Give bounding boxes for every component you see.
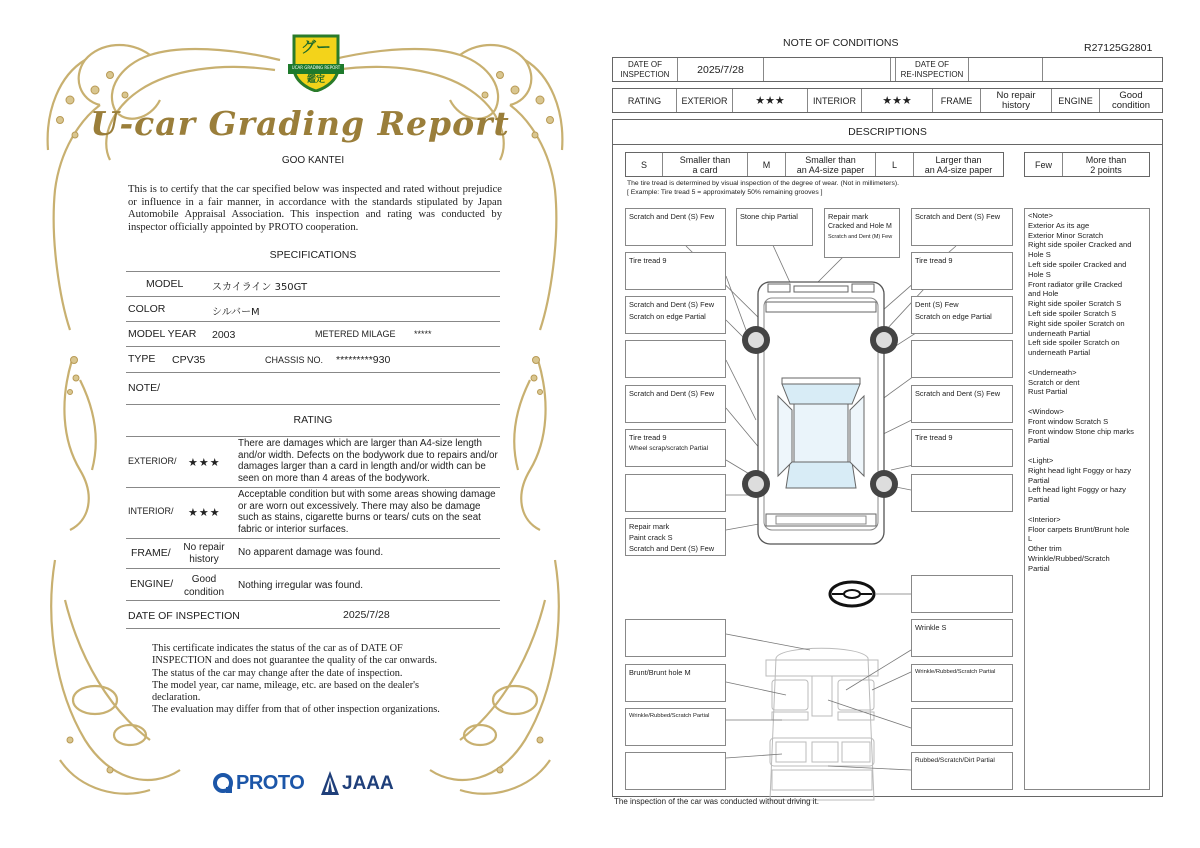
proto-logo-text: PROTO (236, 772, 305, 794)
condition-box (824, 208, 900, 258)
engine-value-1: Good (191, 574, 217, 585)
interior-label: INTERIOR/ (128, 506, 174, 516)
note-line: Other trim (1028, 544, 1062, 554)
note-line: Front window Stone chip marks (1028, 426, 1134, 436)
tire-note-1: The tire tread is determined by visual inspection of the degree of wear. (Not in millimeters). (627, 180, 899, 187)
note-line: Partial (1028, 436, 1050, 446)
condition-box (911, 752, 1013, 790)
doi-label-line: INSPECTION (620, 69, 670, 79)
condition-box (625, 385, 726, 423)
condition-text: Tire tread 9 (629, 433, 667, 442)
exterior-stars: ★★★ (733, 89, 808, 112)
exterior-label: EXTERIOR/ (128, 456, 177, 466)
note-line: Right side spoiler Cracked and (1028, 240, 1132, 250)
note-line: Hole S (1028, 269, 1051, 279)
mileage-label: METERED MILAGE (315, 329, 396, 339)
note-line: Left side spoiler Scratch S (1028, 308, 1117, 318)
interior-description: Acceptable condition but with some areas showing damage or are worn out excessively. There may also be damage such as stains, cigarette burns or tears/ cuts on the seat fabric or interior surfaces. (238, 489, 496, 535)
report-number: R27125G2801 (1084, 42, 1153, 54)
mileage-value: ***** (414, 329, 432, 339)
certificate-text: This is to certify that the car specified below was inspected and rated without prejudice or influence in a fair manner, in accordance with the standards stipulated by Japan Automobile Appraisal Association. This inspection and rating was conducted by inspector officially appointed by PROTO cooperation. (128, 184, 502, 233)
condition-text: Scratch and Dent (S) Few (915, 212, 1001, 221)
condition-box (911, 429, 1013, 467)
model-label: MODEL (146, 278, 184, 290)
engine-label: ENGINE (1052, 89, 1100, 112)
condition-box (911, 208, 1013, 246)
footer-line: This certificate indicates the status of the car as of DATE OF (152, 643, 403, 654)
badge-sub: 鑑定 (306, 75, 325, 85)
badge-ribbon-text: UCAR GRADING REPORT (291, 65, 341, 70)
frame-value-1: No repair (183, 542, 225, 553)
condition-text: Paint crack S (629, 533, 673, 542)
legend-line: a card (692, 164, 718, 175)
dor-label-line: RE-INSPECTION (900, 69, 964, 79)
footer-disclaimer (152, 643, 482, 717)
condition-text: Wheel scrap/scratch Partial (629, 445, 709, 452)
legend-line: Smaller than (679, 154, 731, 165)
note-line: <Underneath> (1028, 367, 1077, 377)
engine-description: Nothing irregular was found. (238, 580, 364, 591)
exterior-description: There are damages which are larger than A4-size length and/or width. Defects on the bodywork due to repairs and/or damages larger than a card in length and/or width can be seen on more than 4 areas of the bodywork. (238, 438, 498, 484)
divider (126, 568, 500, 569)
condition-text: Scratch on edge Partial (915, 312, 992, 321)
note-line: Exterior As its age (1028, 220, 1090, 230)
footer-line: The status of the car may change after the date of inspection. (152, 667, 403, 679)
condition-box (911, 385, 1013, 423)
condition-text: Scratch on edge Partial (629, 312, 706, 321)
exterior-stars: ★★★ (188, 457, 221, 469)
condition-box (625, 664, 726, 702)
condition-box (625, 708, 726, 746)
condition-text: Scratch and Dent (S) Few (629, 544, 715, 553)
proto-logo-icon (212, 771, 234, 795)
jaaa-logo-text: JAAA (342, 773, 394, 794)
condition-box (625, 474, 726, 512)
divider (126, 321, 500, 322)
legend-s: S (626, 153, 663, 176)
frame-value-2: history (189, 554, 219, 565)
condition-text: Scratch and Dent (S) Few (629, 389, 715, 398)
condition-text: Scratch and Dent (M) Few (828, 233, 893, 240)
engine-value-line: condition (1111, 99, 1151, 111)
note-line: <Note> (1028, 211, 1053, 220)
condition-box (625, 252, 726, 290)
condition-box (625, 296, 726, 334)
note-line: <Window> (1028, 406, 1064, 416)
condition-box (625, 518, 726, 556)
condition-box (911, 619, 1013, 657)
org-name: GOO KANTEI (281, 155, 345, 166)
divider (126, 538, 500, 539)
note-line: underneath Partial (1028, 348, 1091, 358)
note-line: Right head light Foggy or hazy (1028, 465, 1131, 475)
type-value: CPV35 (172, 354, 206, 366)
note-line: Left head light Foggy or hazy (1028, 485, 1126, 495)
note-line: Right side spoiler Scratch on (1028, 318, 1125, 328)
chassis-label: CHASSIS NO. (265, 355, 324, 365)
divider (126, 296, 500, 297)
note-line: Wrinkle/Rubbed/Scratch (1028, 553, 1110, 563)
type-label: TYPE (128, 353, 156, 365)
model-value: スカイライン 350GT (212, 282, 308, 293)
legend-line: an A4-size paper (796, 164, 865, 175)
badge-glyphs: グー (300, 38, 331, 56)
model-year-value: 2003 (212, 329, 236, 341)
note-line (1028, 358, 1146, 368)
condition-box (911, 296, 1013, 334)
note-line: Left side spoiler Scratch on (1028, 338, 1120, 348)
condition-text: Repair mark (828, 212, 869, 221)
frame-value-line: history (1002, 99, 1030, 111)
condition-text: Wrinkle/Rubbed/Scratch Partial (629, 713, 710, 719)
engine-label: ENGINE/ (130, 578, 174, 590)
interior-label: INTERIOR (808, 89, 862, 112)
divider (126, 487, 500, 488)
note-of-conditions-page (606, 0, 1200, 848)
divider (126, 346, 500, 347)
color-label: COLOR (128, 303, 166, 315)
legend-line: Larger than (935, 154, 982, 165)
note-line: Rust Partial (1028, 387, 1068, 397)
note-line: Floor carpets Brunt/Brunt hole (1028, 524, 1130, 534)
legend-line: Smaller than (805, 154, 856, 165)
condition-box (625, 208, 726, 246)
condition-text: Tire tread 9 (915, 433, 953, 442)
report-title: U-car Grading Report (90, 104, 510, 143)
divider (126, 404, 500, 405)
exterior-label: EXTERIOR (677, 89, 733, 112)
condition-text: Stone chip Partial (740, 212, 798, 221)
condition-box (625, 619, 726, 657)
date-of-inspection-value: 2025/7/28 (343, 609, 390, 621)
doi-label-line: DATE OF (627, 60, 663, 69)
condition-text: Rubbed/Scratch/Dirt Partial (915, 757, 995, 764)
condition-text: Wrinkle/Rubbed/Scratch Partial (915, 669, 996, 675)
frame-description: No apparent damage was found. (238, 547, 384, 558)
footer-line: The model year, car name, mileage, etc. are based on the dealer's (152, 679, 420, 691)
engine-value-line: Good (1119, 89, 1143, 101)
condition-box (911, 664, 1013, 702)
condition-box (625, 429, 726, 467)
condition-box (911, 252, 1013, 290)
rating-heading: RATING (293, 414, 333, 426)
color-value: シルバーM (212, 307, 260, 318)
noc-heading: NOTE OF CONDITIONS (783, 37, 899, 49)
notes-panel (1024, 208, 1150, 790)
footer-line: declaration. (152, 692, 201, 704)
note-line: Front window Scratch S (1028, 416, 1109, 426)
legend-few: Few (1025, 153, 1063, 176)
engine-value-2: condition (183, 587, 225, 598)
divider (126, 436, 500, 437)
divider (126, 600, 500, 601)
jaaa-logo-icon (320, 770, 340, 796)
note-line: Front radiator grille Cracked (1028, 279, 1123, 289)
condition-text: Tire tread 9 (915, 256, 953, 265)
date-of-inspection-label: DATE OF INSPECTION (128, 610, 240, 622)
note-line: L (1028, 534, 1033, 544)
divider (126, 628, 500, 629)
note-line: Partial (1028, 475, 1050, 485)
legend-line: an A4-size paper (924, 164, 993, 175)
note-line: Left side spoiler Cracked and (1028, 259, 1127, 269)
condition-box (911, 340, 1013, 378)
interior-stars: ★★★ (188, 507, 221, 519)
condition-text: Scratch and Dent (S) Few (915, 389, 1001, 398)
condition-box (911, 575, 1013, 613)
chassis-value: *********930 (336, 354, 391, 366)
legend-l: L (876, 153, 914, 176)
descriptions-heading: DESCRIPTIONS (612, 119, 1163, 145)
condition-box (625, 752, 726, 790)
condition-text: Wrinkle S (915, 623, 947, 632)
condition-text: Scratch and Dent (S) Few (629, 300, 715, 309)
note-line (1028, 505, 1146, 515)
note-line: <Interior> (1028, 514, 1061, 524)
condition-text: Cracked and Hole M (828, 223, 892, 230)
note-line: underneath Partial (1028, 328, 1091, 338)
legend-m: M (748, 153, 786, 176)
condition-text: Dent (S) Few (915, 300, 959, 309)
condition-box (736, 208, 813, 246)
model-year-label: MODEL YEAR (128, 328, 197, 340)
note-line (1028, 397, 1146, 407)
condition-text: Tire tread 9 (629, 256, 667, 265)
footer-line: The evaluation may differ from that of other inspection organizations. (152, 704, 440, 716)
divider (126, 372, 500, 373)
no-drive-footer: The inspection of the car was conducted without driving it. (614, 797, 819, 806)
condition-box (625, 340, 726, 378)
condition-text: Repair mark (629, 522, 670, 531)
rating-label: RATING (613, 89, 677, 112)
doi-value: 2025/7/28 (678, 58, 764, 81)
condition-box (911, 708, 1013, 746)
footer-line: INSPECTION and does not guarantee the quality of the car onwards. (152, 655, 438, 667)
frame-label: FRAME (933, 89, 981, 112)
condition-box (911, 474, 1013, 512)
specs-heading: SPECIFICATIONS (269, 249, 357, 261)
note-line: and Hole (1028, 289, 1059, 299)
interior-stars: ★★★ (862, 89, 933, 112)
divider (126, 271, 500, 272)
note-line: Right side spoiler Scratch S (1028, 299, 1122, 309)
note-line: Exterior Minor Scratch (1028, 230, 1104, 240)
note-line: Scratch or dent (1028, 377, 1080, 387)
note-line: <Light> (1028, 455, 1054, 465)
condition-text: Scratch and Dent (S) Few (629, 212, 715, 221)
condition-text: Brunt/Brunt hole M (629, 668, 691, 677)
note-line: Partial (1028, 563, 1050, 573)
note-line (1028, 446, 1146, 456)
note-line: Partial (1028, 495, 1050, 505)
frame-value-line: No repair (996, 89, 1036, 101)
dor-label-line: DATE OF (914, 60, 950, 69)
frame-label: FRAME/ (131, 547, 171, 559)
tire-note-2: [ Example: Tire tread 5 = approximately 50% remaining grooves ] (627, 189, 823, 196)
note-label: NOTE/ (128, 382, 161, 394)
legend-line: 2 points (1090, 164, 1122, 175)
legend-line: More than (1085, 154, 1127, 165)
note-line: Hole S (1028, 250, 1051, 260)
